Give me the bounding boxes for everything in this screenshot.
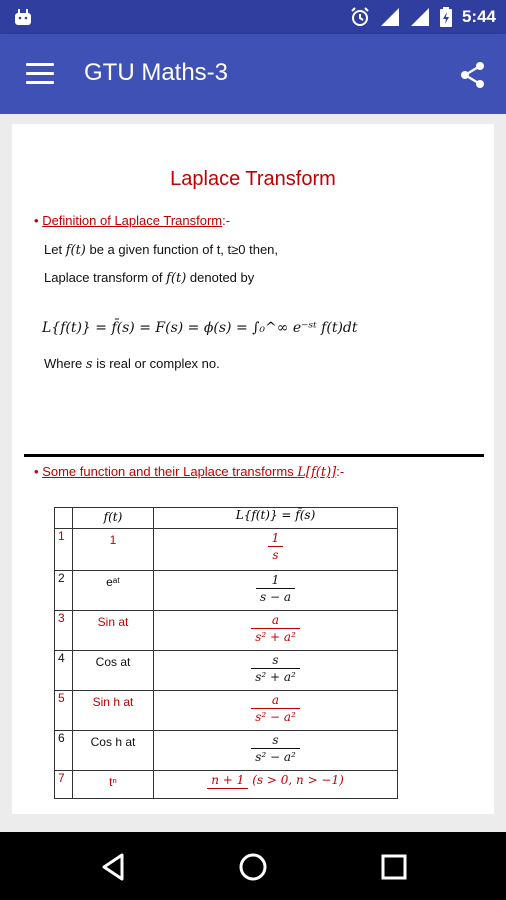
android-debug-icon xyxy=(14,9,32,25)
app-bar xyxy=(0,34,506,114)
row-number: 7 xyxy=(55,771,73,799)
table-row xyxy=(55,651,398,691)
row-transform xyxy=(154,529,398,571)
transform-fraction xyxy=(251,733,300,764)
fraction-bar xyxy=(268,546,284,547)
function-text: tⁿ xyxy=(109,775,117,789)
condition-text: (s > 0, n > −1) xyxy=(252,773,344,787)
text: denoted by xyxy=(186,270,255,285)
header-function: f(t) xyxy=(73,508,154,529)
transform-fraction xyxy=(251,653,300,684)
row-transform xyxy=(154,611,398,651)
navigation-bar xyxy=(0,832,506,900)
math: s xyxy=(85,357,93,372)
bullet: • xyxy=(34,464,39,479)
row-transform xyxy=(154,651,398,691)
recents-icon[interactable] xyxy=(377,850,411,884)
transform-fraction xyxy=(207,773,248,790)
function-text: eᵃᵗ xyxy=(106,575,120,589)
hamburger-menu-icon[interactable] xyxy=(26,63,54,85)
heading-text: Definition of Laplace Transform xyxy=(42,213,223,228)
header-number xyxy=(55,508,73,529)
denominator: s xyxy=(272,548,279,562)
denominator: s² − a² xyxy=(255,710,296,724)
transform-fraction xyxy=(268,531,284,562)
function-text: Cos h at xyxy=(90,735,136,749)
table-body xyxy=(55,529,398,799)
function-text: Sin at xyxy=(97,615,129,629)
row-function xyxy=(73,691,154,731)
fraction-bar xyxy=(207,788,248,789)
row-function xyxy=(73,529,154,571)
numerator: s xyxy=(272,653,279,667)
table-row xyxy=(55,611,398,651)
row-number: 5 xyxy=(55,691,73,731)
row-number: 2 xyxy=(55,571,73,611)
function-text: 1 xyxy=(109,533,117,547)
row-function xyxy=(73,571,154,611)
fraction-bar xyxy=(251,668,300,669)
definition-line-2 xyxy=(44,270,254,286)
definition-line-1 xyxy=(44,242,278,258)
table-row xyxy=(55,691,398,731)
function-text: Sin h at xyxy=(92,695,134,709)
row-transform xyxy=(154,771,398,799)
signal-icon xyxy=(410,7,430,27)
document-page xyxy=(12,124,494,814)
fraction-bar xyxy=(251,748,300,749)
fraction-bar xyxy=(251,628,300,629)
numerator: a xyxy=(271,613,280,627)
denominator: s² + a² xyxy=(255,630,296,644)
heading-math: L[f(t)] xyxy=(297,465,337,480)
wifi-icon xyxy=(380,7,400,27)
numerator: s xyxy=(272,733,279,747)
heading-text: Some function and their Laplace transforms xyxy=(42,464,298,479)
equation-text: L{f(t)} = f̄(s) = F(s) = ϕ(s) = ∫₀^∞ e⁻ˢᵗ f(t)dt xyxy=(42,320,358,336)
text: Laplace transform of xyxy=(44,270,167,285)
laplace-table xyxy=(54,507,398,799)
text: is real or complex no. xyxy=(92,356,220,371)
row-transform xyxy=(154,691,398,731)
math: f(t) xyxy=(65,243,86,258)
home-icon[interactable] xyxy=(236,850,270,884)
row-number: 4 xyxy=(55,651,73,691)
transform-fraction xyxy=(256,573,295,604)
denominator: s − a xyxy=(260,590,291,604)
share-icon[interactable] xyxy=(458,60,488,90)
divider xyxy=(24,454,484,457)
table-row xyxy=(55,529,398,571)
transform-fraction xyxy=(251,693,300,724)
numerator: n + 1 xyxy=(211,773,245,787)
bullet: • xyxy=(34,213,39,228)
row-function xyxy=(73,611,154,651)
text: be a given function of t, t≥0 then, xyxy=(85,242,279,257)
table-row xyxy=(55,771,398,799)
fraction-bar xyxy=(251,708,300,709)
battery-icon xyxy=(440,7,452,27)
status-time: 5:44 xyxy=(461,7,496,26)
section-transforms-heading xyxy=(34,464,344,480)
laplace-equation xyxy=(42,302,462,362)
denominator: s² + a² xyxy=(255,670,296,684)
row-number: 3 xyxy=(55,611,73,651)
definition-line-3 xyxy=(44,356,220,372)
row-number: 6 xyxy=(55,731,73,771)
table-header-row xyxy=(55,508,398,529)
status-bar xyxy=(0,0,506,34)
row-function xyxy=(73,651,154,691)
row-function xyxy=(73,731,154,771)
numerator: 1 xyxy=(271,573,280,587)
function-text: Cos at xyxy=(95,655,131,669)
section-definition-heading xyxy=(34,213,230,228)
fraction-bar xyxy=(256,588,295,589)
heading-suffix: :- xyxy=(336,464,345,479)
app-title: GTU Maths-3 xyxy=(84,59,229,86)
heading-suffix: :- xyxy=(222,213,231,228)
back-icon[interactable] xyxy=(96,850,130,884)
table-row xyxy=(55,571,398,611)
math: f(t) xyxy=(166,271,187,286)
text: Let xyxy=(44,242,66,257)
numerator: 1 xyxy=(271,531,280,545)
page-title: Laplace Transform xyxy=(170,168,336,190)
alarm-icon xyxy=(350,7,370,27)
table-row xyxy=(55,731,398,771)
row-transform xyxy=(154,731,398,771)
content-area[interactable] xyxy=(0,114,506,832)
denominator: s² − a² xyxy=(255,750,296,764)
header-transform: L{f(t)} = f̄(s) xyxy=(154,508,398,529)
text: Where xyxy=(44,356,86,371)
transform-fraction xyxy=(251,613,300,644)
row-function xyxy=(73,771,154,799)
numerator: a xyxy=(271,693,280,707)
row-number: 1 xyxy=(55,529,73,571)
row-transform xyxy=(154,571,398,611)
